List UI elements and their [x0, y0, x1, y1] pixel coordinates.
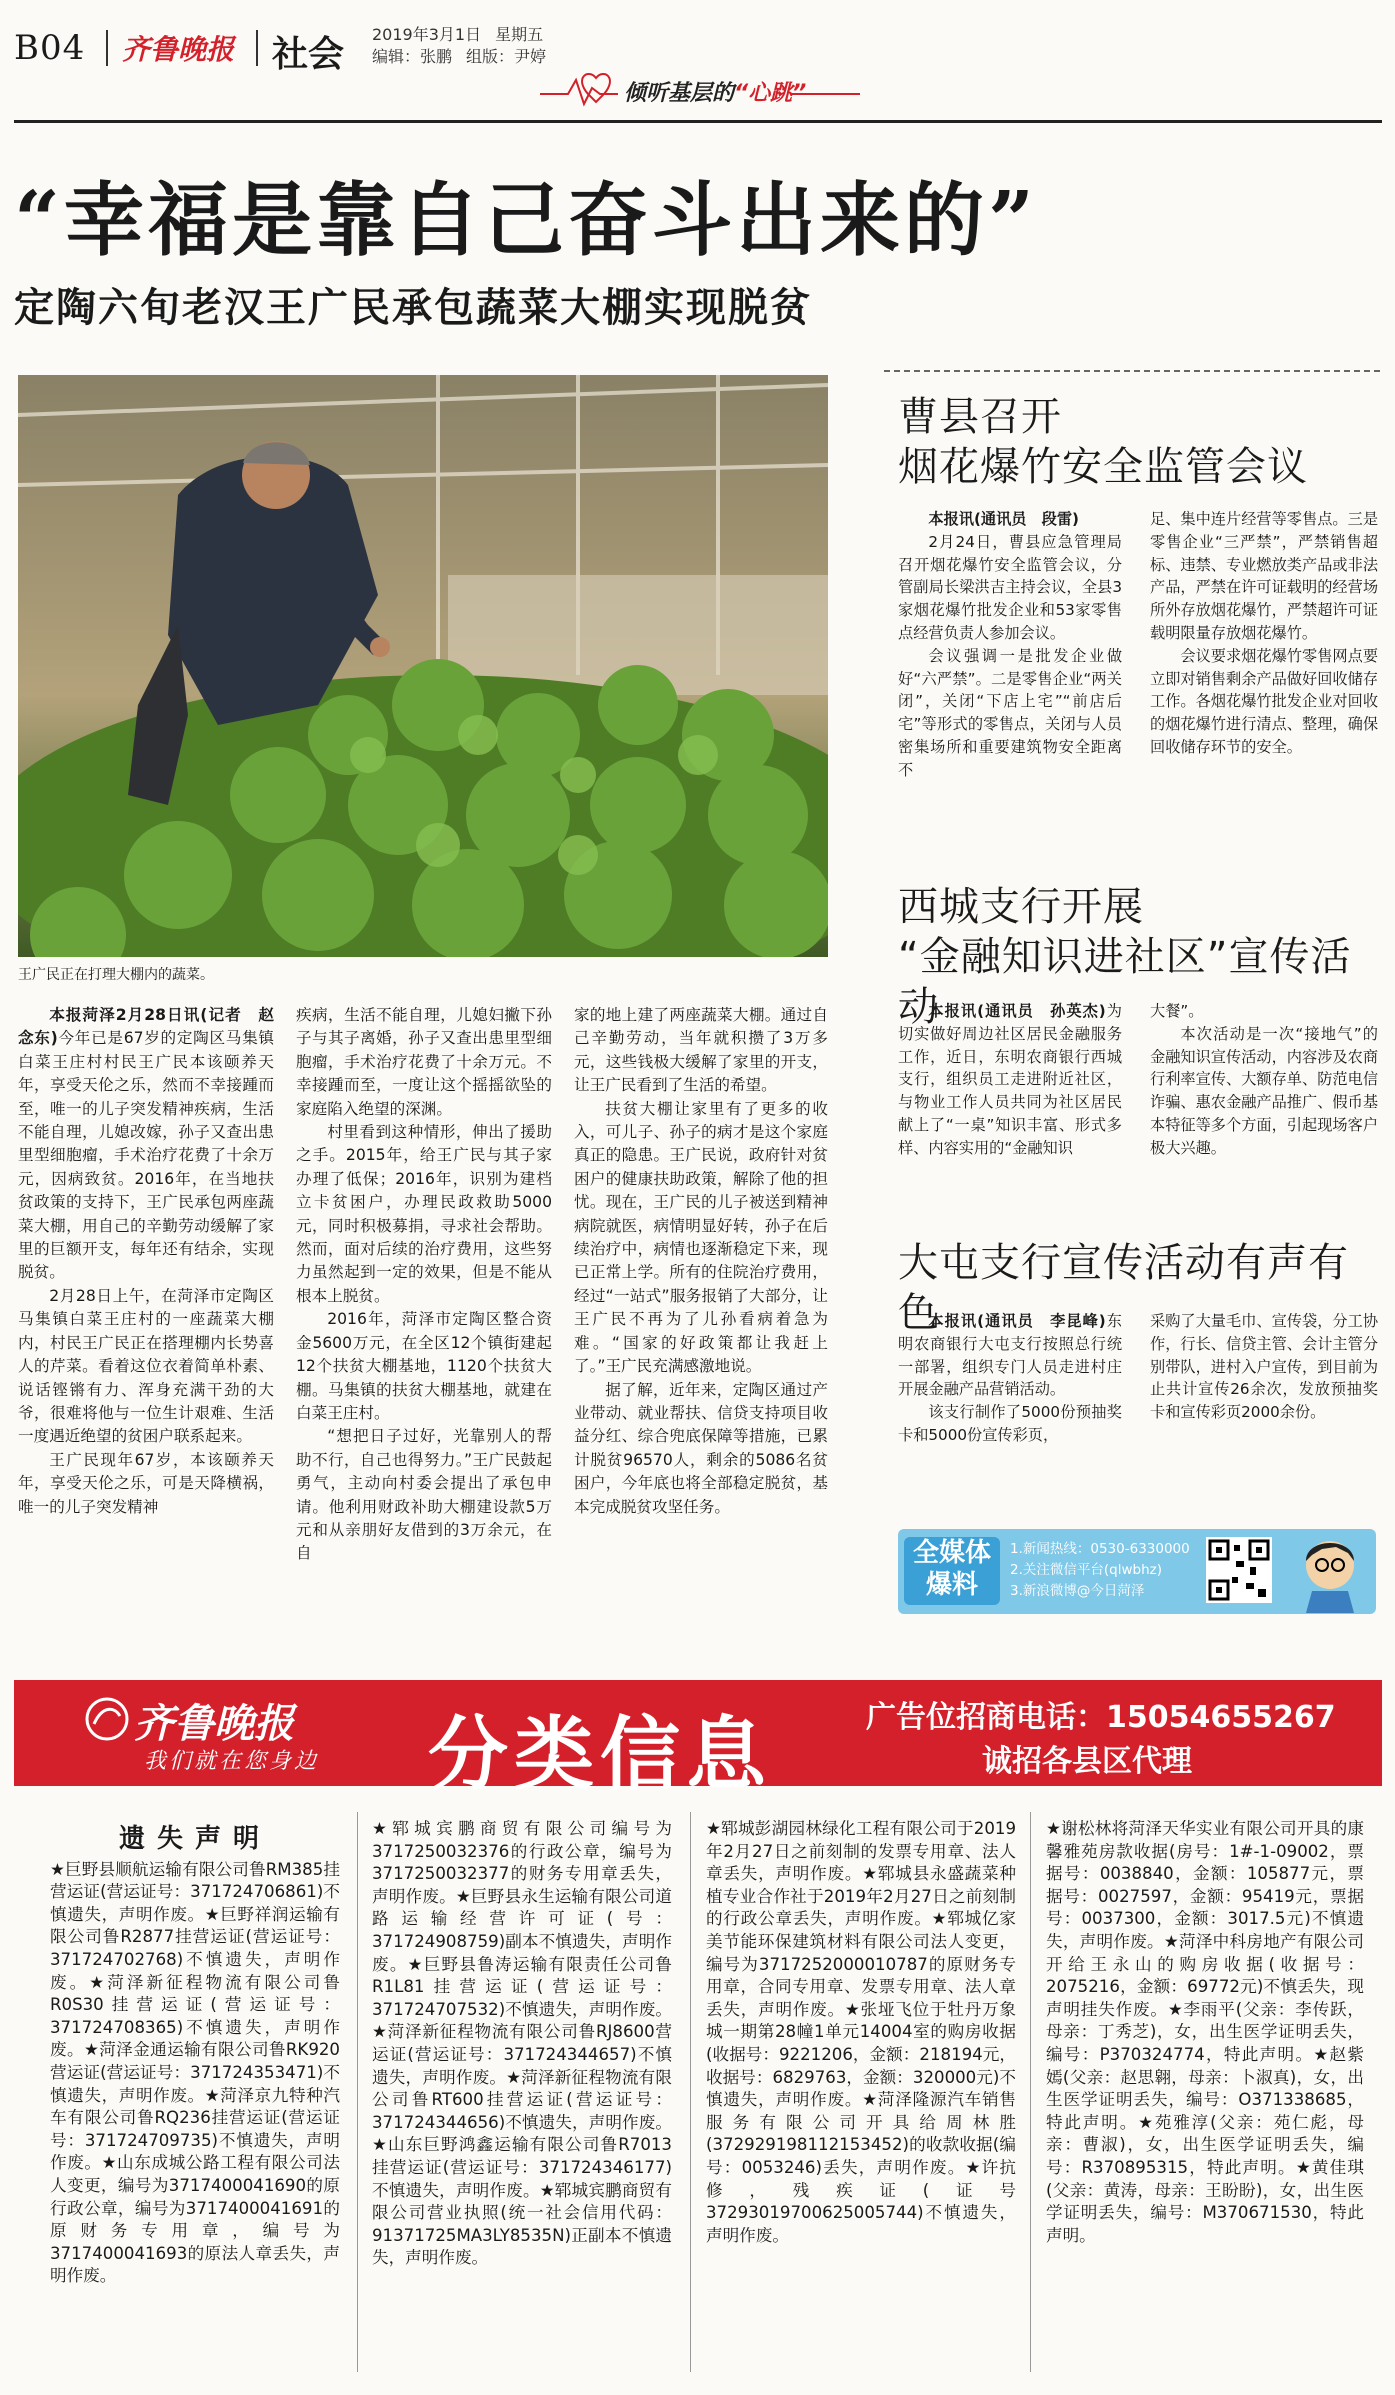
editor-credit: 编辑：张鹏 [372, 47, 453, 66]
lead-paragraph: 家的地上建了两座蔬菜大棚。通过自己辛勤劳动，当年就积攒了3万多元，这些钱极大缓解了家里的开支，让王广民看到了生活的希望。 [574, 1006, 828, 1095]
top-rule [14, 120, 1382, 123]
lead-paragraph: 2月28日上午，在菏泽市定陶区马集镇白菜王庄村的一座蔬菜大棚内，村民王广民正在搭理棚内长势喜人的芹菜。看着这位衣着简单朴素、说话铿锵有力、浑身充满干劲的大爷，很难将他与一位生计艰难、生活一度遇近绝望的贫困户联系起来。 [18, 1286, 274, 1446]
story-column [898, 508, 1122, 782]
classified-entries: ★郓城彭湖园林绿化工程有限公司于2019年2月27日之前刻制的发票专用章、法人章丢失，声明作废。★郓城县永盛蔬菜种植专业合作社于2019年2月27日之前刻制的行政公章丢失，声明作废。★郓城亿家美节能环保建筑材料有限公司法人变更，编号为3717252000010787的原财务专用章，合同专用章、发票专用章、法人章丢失，声明作废。★张垭飞位于牡丹万象城一期第28幢1单元14004室的购房收据(收据号：9221206，金额：218194元，收据号：6829763，金额：320000元)不慎遗失，声明作废。★菏泽隆源汽车销售服务有限公司开具给周林胜(372929198112153452)的收款收据(编号：0053246)丢失，声明作废。★许抗修，残疾证(证号37293019700625005744)不慎遗失，声明作废。 [706, 1819, 1016, 2245]
lead-column-1 [18, 1004, 274, 1519]
classified-entries: ★郓城宾鹏商贸有限公司编号为3717250032376的行政公章，编号为3717250032377的财务专用章丢失，声明作废。★巨野县永生运输有限公司道路运输经营许可证(号：371724908759)副本不慎遗失，声明作废。★巨野县鲁涛运输有限责任公司鲁R1L81挂营运证(营运证号：371724707532)不慎遗失，声明作废。★菏泽新征程物流有限公司鲁RJ8600营运证(营运证号：371724344657)不慎遗失，声明作废。★菏泽新征程物流有限公司鲁RT600挂营运证(营运证号：371724344656)不慎遗失，声明作废。★山东巨野鸿鑫运输有限公司鲁R7013挂营运证(营运证号：371724346177)不慎遗失，声明作废。★郓城宾鹏商贸有限公司营业执照(统一社会信用代码：91371725MA3LY8535N)正副本不慎遗失，声明作废。 [372, 1819, 672, 2268]
story-paragraph: 2月24日，曹县应急管理局召开烟花爆竹安全监管会议，分管副局长梁洪吉主持会议，全县3家烟花爆竹批发企业和53家零售点经营负责人参加会议。 [898, 532, 1122, 642]
story-paragraph: 本次活动是一次“接地气”的金融知识宣传活动，内容涉及农商行利率宣传、大额存单、防范电信诈骗、惠农金融产品推广、假币基本特征等多个方面，引起现场客户极大兴趣。 [1150, 1024, 1378, 1157]
lead-byline: 本报菏泽2月28日讯(记者 赵念东) [18, 1006, 274, 1048]
lost-notice-heading: 遗失声明 [118, 1824, 271, 1854]
greenhouse-photo [18, 375, 828, 957]
story-column [1150, 508, 1378, 759]
story-title-line: “金融知识进社区”宣传活动 [898, 934, 1352, 1030]
brand-logo-icon [84, 1696, 130, 1742]
story-paragraph: 足、集中连片经营等零售点。三是零售企业“三严禁”，严禁销售超标、违禁、专业燃放类产品或非法产品，严禁在许可证载明的经营场所外存放烟花爆竹，严禁超许可证载明限量存放烟花爆竹。 [1150, 510, 1378, 642]
story-column [898, 1000, 1122, 1160]
lead-column-2 [296, 1004, 552, 1566]
classified-entries: ★巨野县顺航运输有限公司鲁RM385挂营运证(营运证号：371724706861)不慎遗失，声明作废。★巨野祥润运输有限公司鲁R2877挂营运证(营运证号：371724702768)不慎遗失，声明作废。★菏泽新征程物流有限公司鲁R0S30挂营运证(营运证号：371724708365)不慎遗失，声明作废。★菏泽金通运输有限公司鲁RK920营运证(营运证号：371724353471)不慎遗失，声明作废。★菏泽京九特种汽车有限公司鲁RQ236挂营运证(营运证号：371724709735)不慎遗失，声明作废。★山东成城公路工程有限公司法人变更，编号为3717400041690的原行政公章，编号为3717400041691的原财务专用章，编号为3717400041693的原法人章丢失，声明作废。 [50, 1859, 340, 2286]
lead-paragraph: “想把日子过好，光靠别人的帮助不行，自己也得努力。”王广民鼓起勇气，主动向村委会提出了承包申请。他利用财政补助大棚建设款5万元和从亲朋好友借到的3万余元，在自 [296, 1427, 552, 1563]
divider [106, 30, 108, 66]
story-paragraph: 该支行制作了5000份预抽奖卡和5000份宣传彩页， [898, 1403, 1122, 1444]
lead-paragraph: 今年已是67岁的定陶区马集镇白菜王庄村村民王广民本该颐养天年，享受天伦之乐，然而不幸接踵而至，唯一的儿子突发精神疾病，生活不能自理，儿媳改嫁，孙子又查出患里型细胞瘤，手术治疗花费了十余万元，因病致贫。2016年，在当地扶贫政策的支持下，王广民承包两座蔬菜大棚，用自己的辛勤劳动缓解了家里的巨额开支，每年还有结余，实现脱贫。 [18, 1029, 274, 1282]
lead-paragraph: 疾病，生活不能自理，儿媳妇撇下孙子与其子离婚，孙子又查出患里型细胞瘤，手术治疗花费了十余万元。不幸接踵而至，一度让这个摇摇欲坠的家庭陷入绝望的深渊。 [296, 1006, 552, 1118]
tip-label [904, 1537, 1000, 1605]
story-title-line: 烟花爆竹安全监管会议 [898, 444, 1308, 490]
column-divider [690, 1812, 691, 2372]
classified-banner [14, 1680, 1382, 1801]
story-paragraph: 会议强调一是批发企业做好“六严禁”。二是零售企业“两关闭”，关闭“下店上宅”“前店后宅”等形式的零售点，关闭与人员密集场所和重要建筑物安全距离不 [898, 646, 1122, 779]
banner-text: 倾听基层的 [624, 81, 735, 106]
story-byline: 本报讯(通讯员 孙英杰) [928, 1002, 1106, 1020]
issue-meta [372, 24, 560, 68]
qr-code-icon [1206, 1537, 1272, 1603]
tip-lines [1010, 1539, 1190, 1602]
story-column [1150, 1000, 1378, 1160]
lead-paragraph: 据了解，近年来，定陶区通过产业带动、就业帮扶、信贷支持项目收益分红、综合兜底保障等措施，已累计脱贫96570人，剩余的5086名贫困户，今年底也将全部稳定脱贫，基本完成脱贫攻坚任务。 [574, 1380, 828, 1516]
newspaper-logo: 齐鲁晚报 [122, 33, 235, 66]
story-paragraph: 为切实做好周边社区居民金融服务工作，近日，东明农商银行西城支行，组织员工走进附近社区，与物业工作人员共同为社区居民献上了“一桌”知识丰富、形式多样、内容实用的“金融知识 [898, 1002, 1122, 1157]
lead-paragraph: 2016年，菏泽市定陶区整合资金5600万元，在全区12个镇街建起12个扶贫大棚基地，1120个扶贫大棚。马集镇的扶贫大棚基地，就建在白菜王庄村。 [296, 1310, 552, 1422]
column-divider [357, 1812, 358, 2372]
ad-agent: 诚招各县区代理 [982, 1744, 1192, 1779]
classified-column-1 [50, 1824, 340, 2288]
section-name: 社会 [272, 34, 345, 75]
classified-column-4 [1046, 1818, 1364, 2247]
lead-subhead: 定陶六旬老汉王广民承包蔬菜大棚实现脱贫 [14, 285, 812, 331]
story-column [1150, 1310, 1378, 1424]
story-title-line: 曹县召开 [898, 394, 1062, 440]
classified-column-3 [706, 1818, 1016, 2247]
story-paragraph: 会议要求烟花爆竹零售网点要立即对销售剩余产品做好回收储存工作。各烟花爆竹批发企业对回收的烟花爆竹进行清点、整理，确保回收储存环节的安全。 [1150, 646, 1378, 756]
lead-paragraph: 王广民现年67岁，本该颐养天年，享受天伦之乐，可是天降横祸，唯一的儿子突发精神 [18, 1450, 274, 1516]
tip-wechat: 2.关注微信平台(qlwbhz) [1010, 1562, 1162, 1578]
tip-label-line: 全媒体 [912, 1538, 991, 1568]
tip-label-line: 爆料 [925, 1570, 978, 1600]
tip-hotline: 1.新闻热线：0530-6330000 [1010, 1541, 1190, 1557]
lead-paragraph: 村里看到这种情形，伸出了援助之手。2015年，给王广民与其子家办理了低保；2016年，识别为建档立卡贫困户，办理民政救助5000元，同时积极募捐，寻求社会帮助。然而，面对后续的治疗费用，这些努力虽然起到一定的效果，但是不能从根本上脱贫。 [296, 1123, 552, 1305]
lead-headline: “幸福是靠自己奋斗出来的” [14, 173, 1039, 267]
classified-brand: 齐鲁晚报 [134, 1701, 294, 1747]
banner-highlight: “心跳” [734, 81, 807, 106]
page-number: B04 [14, 28, 86, 68]
story-title [898, 392, 1378, 492]
classified-title: 分类信息 [428, 1708, 772, 1801]
story-byline: 本报讯(通讯员 李昆峰) [928, 1312, 1106, 1330]
classified-slogan: 我们就在您身边 [144, 1749, 320, 1774]
story-title: 大屯支行宣传活动有声有色 [898, 1240, 1349, 1336]
cartoon-reporter-icon [1286, 1531, 1374, 1613]
lead-paragraph: 扶贫大棚让家里有了更多的收入，可儿子、孙子的病才是这个家庭真正的隐患。王广民说，政府针对贫困户的健康扶助政策，解除了他的担忧。现在，王广民的儿子被送到精神病院就医，病情明显好转，孙子在后续治疗中，病情也逐渐稳定下来，现已正常上学。所有的住院治疗费用，经过“一站式”服务报销了大部分，让王广民不再为了儿孙看病着急为难。“国家的好政策都让我赶上了。”王广民充满感激地说。 [574, 1099, 828, 1376]
news-tip-banner [898, 1529, 1376, 1614]
story-paragraph: 东明农商银行大屯支行按照总行统一部署，组织专门人员走进村庄开展金融产品营销活动。 [898, 1312, 1122, 1399]
dashed-divider [884, 370, 1380, 372]
classified-column-2 [372, 1818, 672, 2270]
issue-date: 2019年3月1日 [372, 25, 482, 44]
story-byline: 本报讯(通讯员 段雷) [928, 510, 1079, 528]
lead-column-3 [574, 1004, 828, 1519]
column-banner [540, 68, 860, 112]
ad-phone: 广告位招商电话：15054655267 [866, 1700, 1336, 1735]
column-divider [1030, 1812, 1031, 2372]
issue-weekday: 星期五 [495, 25, 544, 44]
story-paragraph: 采购了大量毛巾、宣传袋，分工协作，行长、信贷主管、会计主管分别带队，进村入户宣传，到目前为止共计宣传26余次，发放预抽奖卡和宣传彩页2000余份。 [1150, 1312, 1378, 1422]
story-title-line: 西城支行开展 [898, 884, 1144, 930]
tip-weibo: 3.新浪微博@今日菏泽 [1010, 1583, 1145, 1599]
layout-credit: 组版：尹婷 [466, 47, 547, 66]
classified-entries: ★谢松林将菏泽天华实业有限公司开具的康馨雅苑房款收据(房号：1#-1-09002，票据号：0038840，金额：105877元，票据号：0027597，金额：95419元，票据号：0037300，金额：3017.5元)不慎遗失，声明作废。★菏泽中科房地产有限公司开给王永山的购房收据(收据号：2075216，金额：69772元)不慎丢失，现声明挂失作废。★李雨平(父亲：李传跃，母亲：丁秀芝)，女，出生医学证明丢失，编号：P370324774，特此声明。★赵紫嫣(父亲：赵思翱，母亲：卜淑真)，女，出生医学证明丢失，编号：O371338685，特此声明。★苑雅淳(父亲：苑仁彪，母亲：曹淑)，女，出生医学证明丢失，编号：R370895315，特此声明。★黄佳琪(父亲：黄涛，母亲：王盼盼)，女，出生医学证明丢失，编号：M370671530，特此声明。 [1046, 1819, 1364, 2245]
story-column [898, 1310, 1122, 1447]
story-paragraph: 大餐”。 [1150, 1002, 1204, 1020]
photo-caption: 王广民正在打理大棚内的蔬菜。 [18, 967, 214, 983]
divider [256, 30, 258, 66]
